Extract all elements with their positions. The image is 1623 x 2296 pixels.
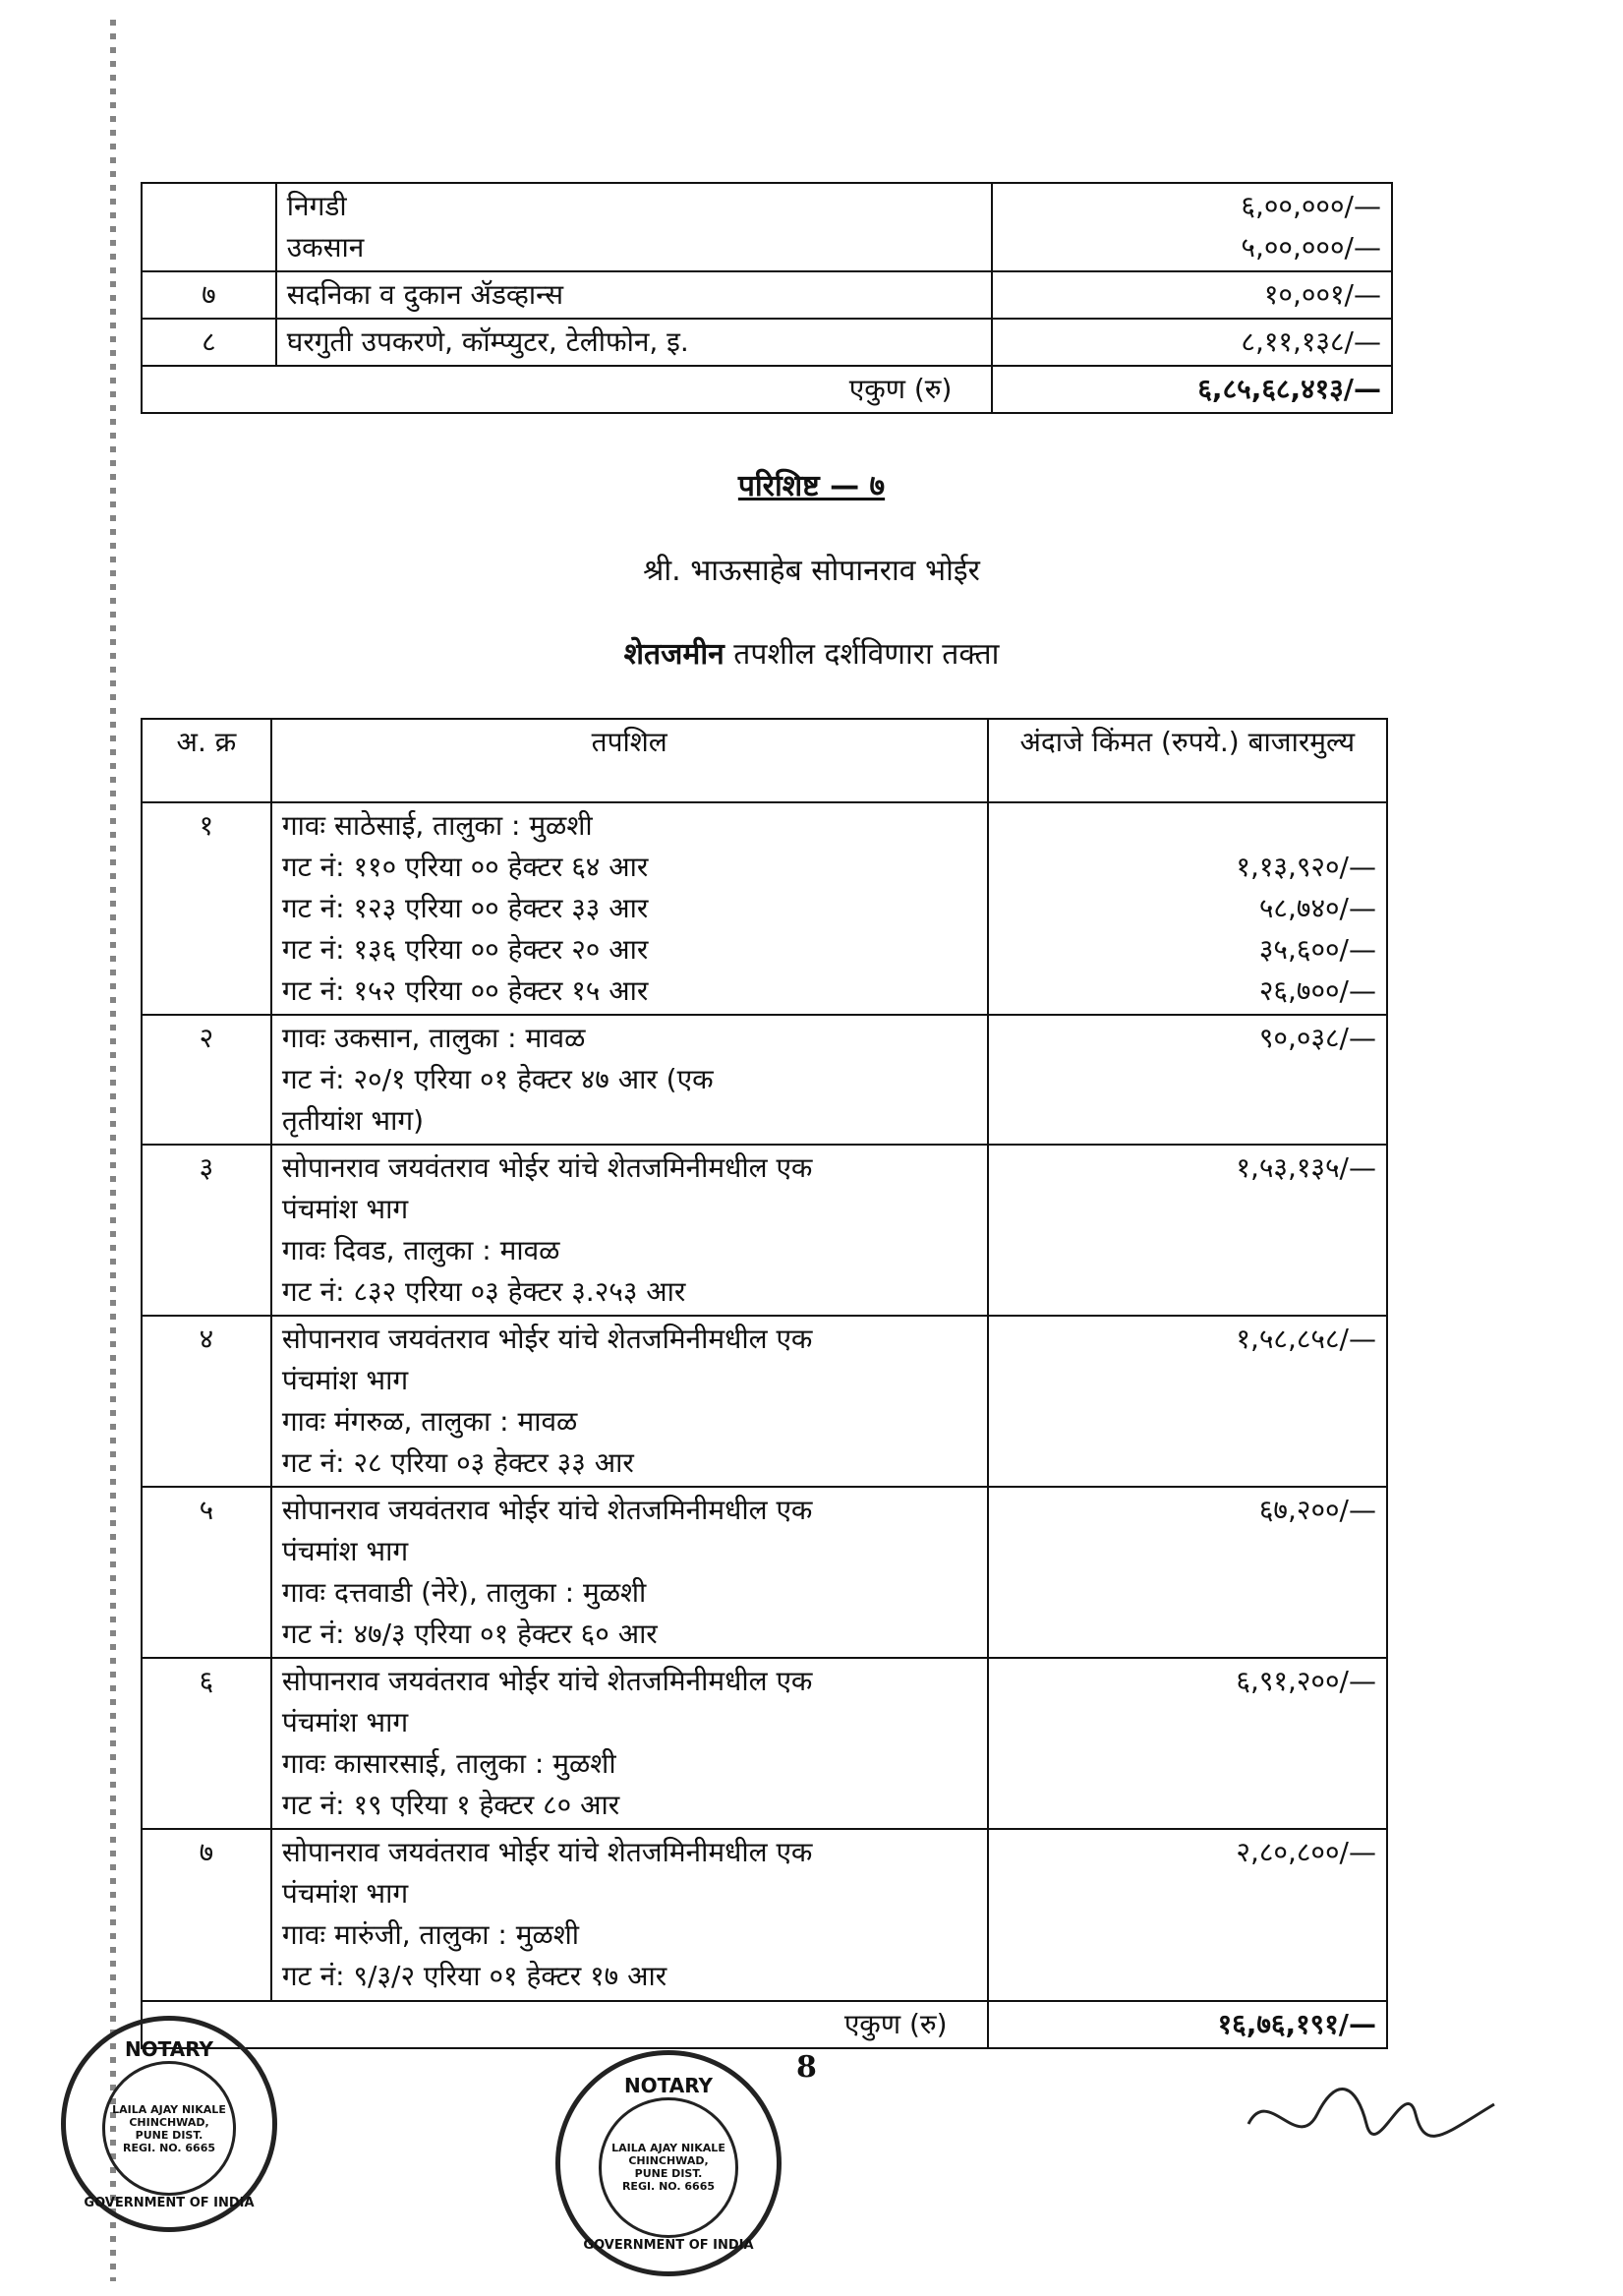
value [992, 271, 1392, 319]
appendix-heading: परिशिष्ट — ७ [737, 469, 886, 503]
serial-number: १ [142, 802, 271, 1015]
serial-number: ४ [142, 1316, 271, 1487]
details [271, 1145, 988, 1316]
serial-number: ६ [142, 1658, 271, 1829]
total-row [142, 2001, 1387, 2048]
value [988, 1316, 1387, 1487]
assets-table [141, 182, 1393, 414]
value-line: ६७,२००/— [1258, 1494, 1376, 1526]
serial-number: ८ [142, 319, 276, 366]
value-line: ५,००,०००/— [1241, 231, 1381, 264]
details-line: गट नं: १५२ एरिया ०० हेक्टर १५ आर [281, 974, 649, 1007]
value-line: ५८,७४०/— [1258, 892, 1376, 924]
table-row [142, 271, 1392, 319]
details-line: गट नं: १२३ एरिया ०० हेक्टर ३३ आर [281, 892, 649, 924]
details [271, 1316, 988, 1487]
table-row [142, 183, 1392, 271]
details-line: गट नं: ९/३/२ एरिया ०१ हेक्टर १७ आर [281, 1960, 667, 1992]
details-line: गट नं: ८३२ एरिया ०३ हेक्टर ३.२५३ आर [281, 1275, 686, 1308]
table-row [142, 1015, 1387, 1145]
details [271, 1658, 988, 1829]
table-row [142, 1829, 1387, 2001]
stamp-inner-line: CHINCHWAD, [129, 2115, 209, 2129]
value-line: १,१३,९२०/— [1236, 851, 1376, 883]
subtitle-rest: तपशील दर्शविणारा तक्ता [724, 637, 1000, 672]
details-line: तृतीयांश भाग) [281, 1104, 425, 1137]
details-line: गावः मंगरुळ, तालुका : मावळ [281, 1405, 578, 1438]
stamp-inner-line: PUNE DIST. [634, 2167, 703, 2181]
details-line: गट नं: २०/१ एरिया ०१ हेक्टर ४७ आर (एक [281, 1063, 714, 1095]
details-line: घरगुती उपकरणे, कॉम्प्युटर, टेलीफोन, इ. [286, 325, 689, 358]
details [271, 802, 988, 1015]
details-line: निगडी [286, 190, 347, 222]
details-line: पंचमांश भाग [281, 1193, 409, 1225]
details-line: गावः मारुंजी, तालुका : मुळशी [281, 1918, 580, 1951]
details [276, 271, 993, 319]
table-row [142, 319, 1392, 366]
value-line: ८,११,१३८/— [1241, 325, 1381, 358]
person-name: श्री. भाऊसाहेब सोपानराव भोईर [643, 554, 980, 588]
serial-number: २ [142, 1015, 271, 1145]
details-line: सदनिका व दुकान ॲडव्हान्स [286, 278, 564, 311]
value [988, 1658, 1387, 1829]
value [988, 1145, 1387, 1316]
details-line: सोपानराव जयवंतराव भोईर यांचे शेतजमिनीमधील एक [281, 1665, 813, 1697]
serial-number [142, 183, 276, 271]
details-line: सोपानराव जयवंतराव भोईर यांचे शेतजमिनीमधील एक [281, 1323, 813, 1355]
details-line: गावः कासारसाई, तालुका : मुळशी [281, 1747, 616, 1780]
total-label: एकुण (रु) [142, 366, 992, 413]
serial-number: ७ [142, 1829, 271, 2001]
details-line: सोपानराव जयवंतराव भोईर यांचे शेतजमिनीमधील एक [281, 1494, 813, 1526]
page-number: 8 [796, 2050, 817, 2085]
stamp-bottom-text: GOVERNMENT OF INDIA [583, 2237, 754, 2253]
table-row [142, 1658, 1387, 1829]
details-line: गावः दिवड, तालुका : मावळ [281, 1234, 560, 1266]
table-row [142, 1316, 1387, 1487]
table-subtitle [0, 632, 1623, 673]
value [988, 1487, 1387, 1658]
value-line: २६,७००/— [1258, 974, 1376, 1007]
details [276, 183, 993, 271]
details-line: पंचमांश भाग [281, 1535, 409, 1567]
subtitle-bold: शेतजमीन [623, 637, 725, 672]
details-line: उकसान [286, 231, 365, 264]
serial-number: ७ [142, 271, 276, 319]
details [271, 1829, 988, 2001]
stamp-inner [599, 2097, 738, 2237]
details-line: सोपानराव जयवंतराव भोईर यांचे शेतजमिनीमधील एक [281, 1836, 813, 1868]
value-line [999, 805, 1376, 847]
stamp-inner-line: LAILA AJAY NIKALE [112, 2102, 226, 2116]
value-line: ३५,६००/— [1258, 933, 1376, 966]
total-value: ६,८५,६८,४१३/— [992, 366, 1392, 413]
value [988, 1015, 1387, 1145]
notary-stamp-center [555, 2050, 782, 2276]
header-details: तपशिल [271, 719, 988, 802]
stamp-top-text: NOTARY [623, 2074, 714, 2098]
total-value: १६,७६,१९१/— [988, 2001, 1387, 2048]
value-line: ६,९१,२००/— [1236, 1665, 1376, 1697]
stamp-inner [102, 2061, 236, 2195]
details-line: गट नं: ४७/३ एरिया ०१ हेक्टर ६० आर [281, 1618, 658, 1650]
value [988, 802, 1387, 1015]
value [992, 319, 1392, 366]
header-serial: अ. क्र [142, 719, 271, 802]
details-line: पंचमांश भाग [281, 1877, 409, 1910]
stamp-bottom-text: GOVERNMENT OF INDIA [84, 2195, 255, 2210]
table-row [142, 802, 1387, 1015]
serial-number: ५ [142, 1487, 271, 1658]
value-line: १,५३,१३५/— [1236, 1151, 1376, 1184]
details-line: गावः साठेसाई, तालुका : मुळशी [281, 809, 593, 842]
notary-stamp-left [61, 2016, 277, 2232]
stamp-inner-line: LAILA AJAY NIKALE [611, 2142, 725, 2155]
details-line: गट नं: २८ एरिया ०३ हेक्टर ३३ आर [281, 1446, 634, 1479]
table-row [142, 1145, 1387, 1316]
value-line: १०,००१/— [1263, 278, 1381, 311]
scan-edge [110, 20, 116, 2281]
stamp-inner-line: CHINCHWAD, [628, 2154, 709, 2168]
details-line: गट नं: १३६ एरिया ०० हेक्टर २० आर [281, 933, 649, 966]
stamp-inner-line: PUNE DIST. [135, 2128, 203, 2142]
details-line: सोपानराव जयवंतराव भोईर यांचे शेतजमिनीमधील एक [281, 1151, 813, 1184]
details [271, 1487, 988, 1658]
details-line: गट नं: १९ एरिया १ हेक्टर ८० आर [281, 1789, 620, 1821]
stamp-top-text: NOTARY [124, 2037, 214, 2062]
details [276, 319, 993, 366]
total-label: एकुण (रु) [142, 2001, 988, 2048]
value [992, 183, 1392, 271]
value-line: ९०,०३८/— [1258, 1022, 1376, 1054]
details [271, 1015, 988, 1145]
value [988, 1829, 1387, 2001]
serial-number: ३ [142, 1145, 271, 1316]
total-row [142, 366, 1392, 413]
value-line: २,८०,८००/— [1236, 1836, 1376, 1868]
farmland-table [141, 718, 1388, 2049]
details-line: पंचमांश भाग [281, 1706, 409, 1738]
header-value: अंदाजे किंमत (रुपये.) बाजारमुल्य [988, 719, 1387, 802]
signature [1239, 2065, 1504, 2173]
value-line: १,५८,८५८/— [1236, 1323, 1376, 1355]
details-line: गावः दत्तवाडी (नेरे), तालुका : मुळशी [281, 1576, 647, 1609]
stamp-inner-line: REGI. NO. 6665 [621, 2180, 716, 2194]
stamp-inner-line: REGI. NO. 6665 [122, 2141, 216, 2154]
details-line: गट नं: ११० एरिया ०० हेक्टर ६४ आर [281, 851, 649, 883]
table-row [142, 1487, 1387, 1658]
details-line: गावः उकसान, तालुका : मावळ [281, 1022, 586, 1054]
value-line: ६,००,०००/— [1241, 190, 1381, 222]
details-line: पंचमांश भाग [281, 1364, 409, 1396]
